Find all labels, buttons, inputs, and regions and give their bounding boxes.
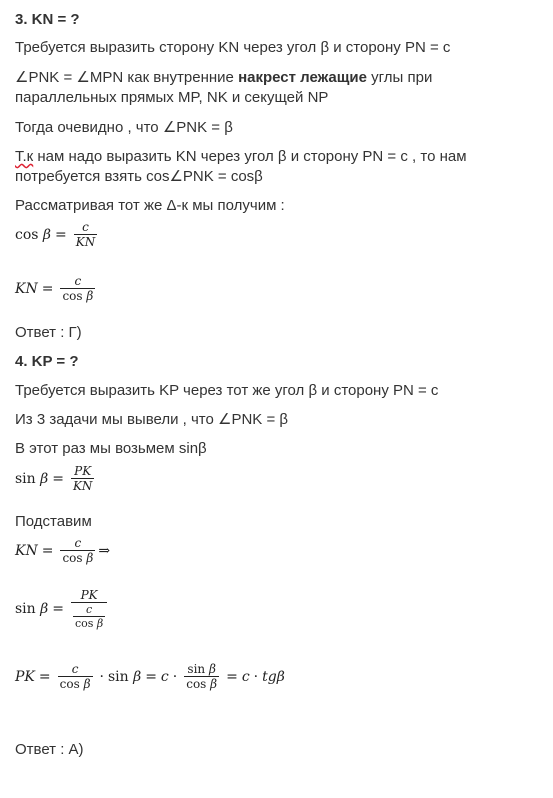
- problem-3-text-4: Тогда очевидно , что ∠PNK = β: [15, 119, 233, 136]
- denominator: [60, 288, 95, 303]
- denominator: KN: [75, 235, 96, 249]
- math-var: β: [83, 677, 91, 691]
- fraction: [184, 662, 219, 691]
- formula-pk: [15, 662, 285, 691]
- fraction: [58, 662, 93, 691]
- math-op: =: [55, 226, 67, 243]
- numerator: PK: [74, 464, 92, 478]
- math-var: β: [208, 662, 216, 676]
- math-fn: cos: [74, 617, 94, 630]
- numerator: c: [74, 536, 82, 550]
- math-var: β: [40, 601, 49, 617]
- math-var: β: [133, 668, 142, 685]
- problem-3-text-5: [15, 147, 467, 166]
- formula-cos-beta: [15, 220, 100, 249]
- math-fn: sin: [15, 601, 36, 617]
- bold-term: накрест лежащие: [238, 69, 367, 86]
- math-fn: sin: [15, 470, 36, 487]
- denominator: [184, 676, 219, 691]
- nested-fraction: [73, 603, 105, 630]
- problem-3-heading: 3. KN = ?: [15, 11, 80, 28]
- numerator: c: [82, 220, 89, 234]
- math-op: =: [52, 601, 64, 617]
- substitute-label: Подставим: [15, 513, 92, 530]
- problem-3-text-3: параллельных прямых MP, NK и секущей NP: [15, 89, 329, 106]
- formula-kn: [15, 274, 98, 303]
- problem-3-text-7: Рассматривая тот же Δ-к мы получим :: [15, 197, 285, 214]
- math-op: ·: [172, 668, 178, 685]
- math-op: ·: [253, 668, 259, 685]
- math-fn: cos: [186, 677, 207, 691]
- problem-3-text-1: Требуется выразить сторону KN через угол β и сторону PN = c: [15, 39, 451, 56]
- fraction: [60, 274, 95, 303]
- math-var: β: [86, 289, 94, 303]
- problem-3-text-6: потребуется взять cos∠PNK = cosβ: [15, 168, 263, 185]
- problem-3-answer: Ответ : Г): [15, 324, 82, 341]
- math-var: β: [40, 470, 49, 487]
- math-fn: tg: [262, 668, 277, 685]
- denominator: [73, 616, 105, 630]
- problem-4-text-1: Требуется выразить KP через тот же угол β и сторону PN = c: [15, 382, 439, 399]
- fraction: [60, 536, 95, 565]
- misspelled-word: Т.к: [15, 148, 34, 165]
- math-op: =: [226, 668, 238, 685]
- denominator: [71, 602, 107, 630]
- math-var: c: [160, 668, 169, 685]
- fraction: [71, 464, 94, 493]
- math-var: β: [86, 551, 94, 565]
- math-fn: cos: [62, 551, 83, 565]
- denominator: KN: [72, 479, 93, 493]
- text-part: нам надо выразить KN через угол β и сторону PN = c , то нам: [33, 148, 467, 165]
- math-var: KN: [15, 280, 38, 297]
- math-fn: cos: [15, 226, 39, 243]
- implies-arrow: ⇒: [98, 542, 111, 559]
- problem-4-text-3: В этот раз мы возьмем sinβ: [15, 440, 207, 457]
- math-op: =: [41, 280, 54, 297]
- math-op: =: [38, 668, 51, 685]
- problem-4-answer: Ответ : А): [15, 741, 84, 758]
- math-op: =: [41, 542, 54, 559]
- math-var: β: [210, 677, 218, 691]
- numerator: PK: [80, 588, 98, 602]
- math-var: c: [241, 668, 250, 685]
- formula-kn-implies: [15, 536, 110, 565]
- math-var: β: [42, 226, 52, 243]
- math-op: ·: [99, 668, 104, 685]
- math-var: β: [96, 617, 104, 630]
- problem-4-text-2: Из 3 задачи мы вывели , что ∠PNK = β: [15, 411, 289, 428]
- formula-sin-nested: [15, 588, 110, 630]
- math-op: =: [145, 668, 157, 685]
- text-part: углы при: [367, 69, 433, 86]
- math-fn: sin: [187, 662, 206, 676]
- math-fn: cos: [62, 289, 83, 303]
- problem-3-text-2: [15, 68, 432, 87]
- formula-sin-beta: [15, 464, 97, 493]
- math-var: KN: [15, 542, 38, 559]
- math-fn: sin: [107, 668, 129, 685]
- math-fn: cos: [59, 677, 80, 691]
- math-var: PK: [15, 668, 35, 685]
- denominator: [60, 550, 95, 565]
- numerator: c: [71, 662, 79, 676]
- numerator: [185, 662, 218, 676]
- numerator: c: [74, 274, 82, 288]
- problem-4-heading: 4. KP = ?: [15, 353, 79, 370]
- text-part: ∠PNK = ∠MPN как внутренние: [15, 69, 239, 86]
- fraction: [71, 588, 107, 630]
- math-var: β: [276, 668, 285, 685]
- denominator: [58, 676, 93, 691]
- fraction: [74, 220, 97, 249]
- numerator: c: [86, 603, 93, 616]
- math-op: =: [52, 470, 64, 487]
